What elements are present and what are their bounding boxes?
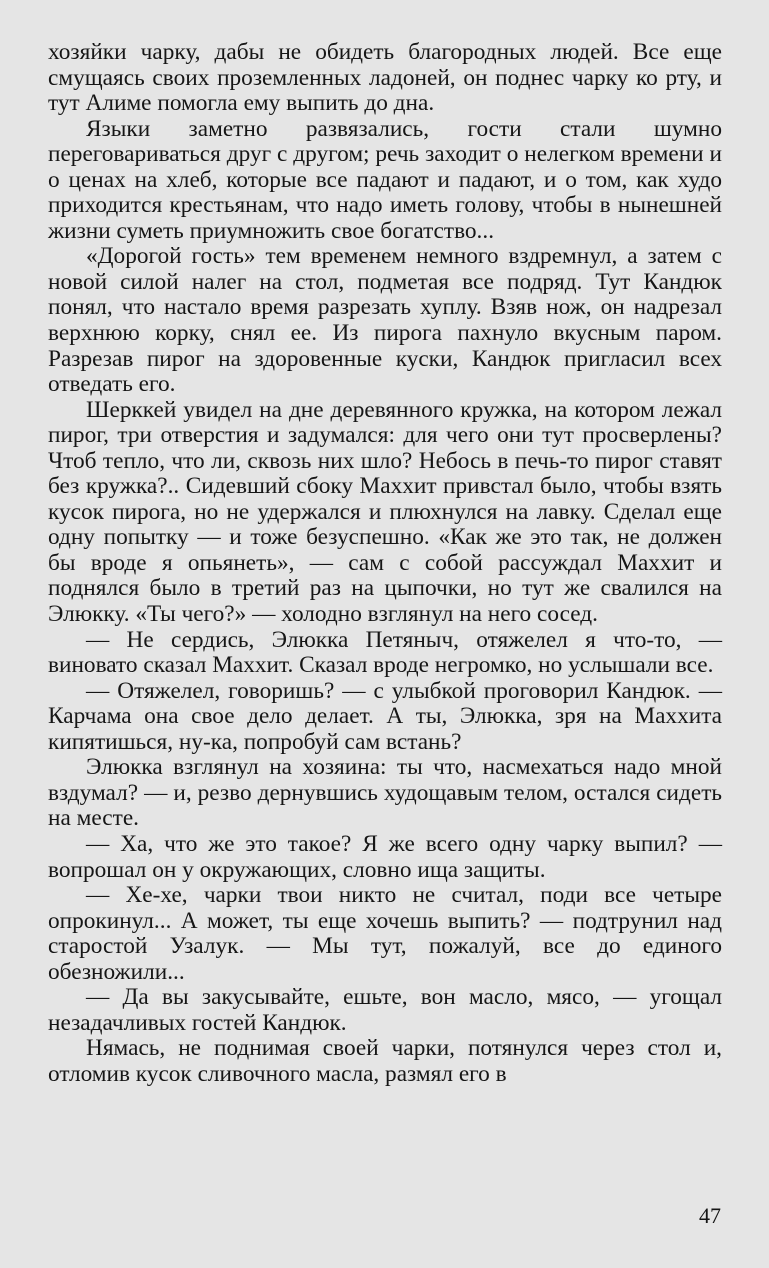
paragraph: Шерккей увидел на дне деревянного кружка, на котором лежал пирог, три отверстия и задумался: для чего они тут просверлены? Чтоб тепло, что ли, сквозь них шло? Небось в печь-то пирог ставят без кружка?.. Сидевший сбоку Маххит привстал было, чтобы взять кусок пирога, но не удержался и плюхнулся на лавку. Сделал еще одну попытку — и тоже безуспешно. «Как же это так, не должен бы вроде я опьянеть», — сам с собой рассуждал Маххит и поднялся было в третий раз на цыпочки, но тут же свалился на Элюкку. «Ты чего?» — холодно взглянул на него сосед.: [48, 396, 722, 628]
page-text: [48, 40, 722, 1087]
page-number: 47: [699, 1203, 721, 1228]
paragraph: — Хе-хе, чарки твои никто не считал, поди все четыре опрокинул... А может, ты еще хочешь выпить? — подтрунил над старостой Узалук. — Мы тут, пожалуй, все до единого обезножили...: [48, 882, 722, 985]
paragraph: хозяйки чарку, дабы не обидеть благородных людей. Все еще смущаясь своих проземленных ладоней, он поднес чарку ко рту, и тут Алиме помогла ему выпить до дна.: [48, 39, 722, 117]
paragraph: «Дорогой гость» тем временем немного вздремнул, а затем с новой силой налег на стол, подметая все подряд. Тут Кандюк понял, что настало время разрезать хуплу. Взяв нож, он надрезал верхнюю корку, снял ее. Из пирога пахнуло вкусным паром. Разрезав пирог на здоровенные куски, Кандюк пригласил всех отведать его.: [48, 243, 722, 398]
paragraph: — Отяжелел, говоришь? — с улыбкой проговорил Кандюк. — Карчама она свое дело делает. А ты, Элюкка, зря на Маххита кипятишься, ну-ка, попробуй сам встань?: [48, 677, 722, 755]
paragraph: Языки заметно развязались, гости стали шумно переговариваться друг с другом; речь заходит о нелегком времени и о ценах на хлеб, которые все падают и падают, и о том, как худо приходится крестьянам, что надо иметь голову, чтобы в нынешней жизни суметь приумножить свое богатство...: [48, 115, 722, 244]
paragraph: — Да вы закусывайте, ешьте, вон масло, мясо, — угощал незадачливых гостей Кандюк.: [48, 984, 722, 1036]
paragraph: Нямась, не поднимая своей чарки, потянулся через стол и, отломив кусок сливочного масла, размял его в: [48, 1035, 722, 1087]
paragraph: — Ха, что же это такое? Я же всего одну чарку выпил? — вопрошал он у окружающих, словно ища защиты.: [48, 830, 722, 883]
paragraph: — Не сердись, Элюкка Петяныч, отяжелел я что-то, — виновато сказал Маххит. Сказал вроде негромко, но услышали все.: [48, 626, 722, 679]
paragraph: Элюкка взглянул на хозяина: ты что, насмехаться надо мной вздумал? — и, резво дернувшись худощавым телом, остался сидеть на месте.: [48, 754, 722, 832]
